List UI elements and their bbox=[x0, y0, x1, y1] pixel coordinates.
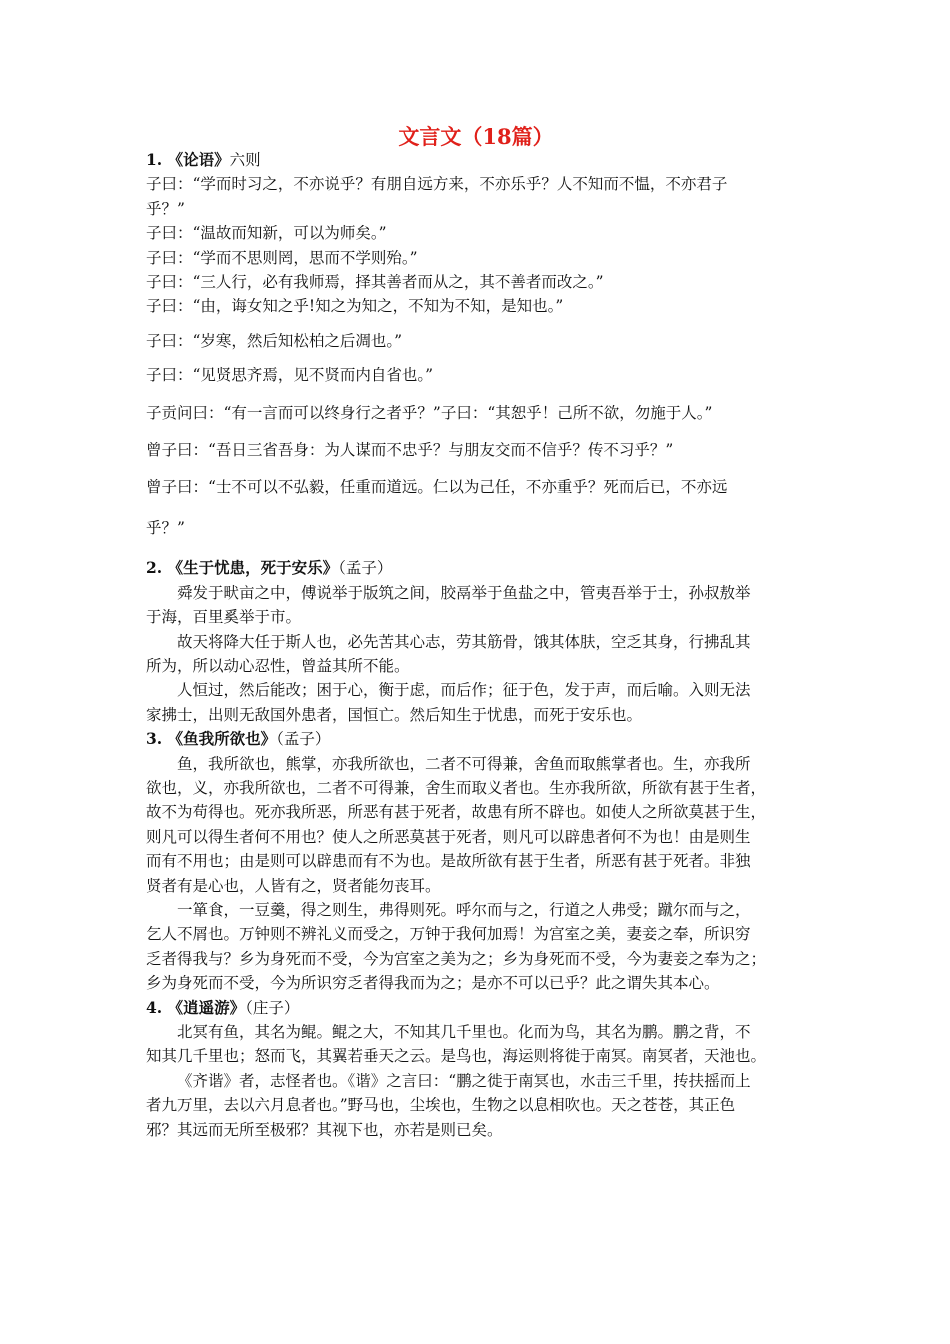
section-heading-yuwosuoyu: 3. 《鱼我所欲也》（孟子） bbox=[146, 729, 331, 749]
section-heading-shengyuyouhuan: 2. 《生于忧患，死于安乐》（孟子） bbox=[146, 558, 393, 578]
text-line: 人恒过，然后能改；困于心，衡于虑，而后作；征于色，发于声，而后喻。入则无法 bbox=[177, 681, 751, 700]
text-line: 则凡可以得生者何不用也？使人之所恶莫甚于死者，则凡可以辟患者何不为也！由是则生 bbox=[146, 827, 751, 846]
text-line: 曾子曰：“吾日三省吾身：为人谋而不忠乎？与朋友交而不信乎？传不习乎？” bbox=[146, 441, 674, 460]
text-line: 乏者得我与？乡为身死而不受，今为宫室之美为之；乡为身死而不受，今为妻妾之奉为之； bbox=[146, 949, 767, 968]
text-line: 子曰：“学而不思则罔，思而不学则殆。” bbox=[146, 248, 418, 267]
text-line: 子曰：“三人行，必有我师焉，择其善者而从之，其不善者而改之。” bbox=[146, 273, 604, 292]
text-line: 乎？” bbox=[146, 518, 185, 537]
section-heading-xiaoyaoyou: 4. 《逍遥游》（庄子） bbox=[146, 997, 300, 1017]
document-body bbox=[146, 148, 806, 1142]
text-line: 者九万里，去以六月息者也。”野马也，尘埃也，生物之以息相吹也。天之苍苍，其正色 bbox=[146, 1096, 736, 1115]
text-line: 知其几千里也；怒而飞，其翼若垂天之云。是鸟也，海运则将徙于南冥。南冥者，天池也。 bbox=[146, 1047, 767, 1066]
text-line: 所为，所以动心忍性，曾益其所不能。 bbox=[146, 656, 410, 675]
text-line: 贤者有是心也，人皆有之，贤者能勿丧耳。 bbox=[146, 876, 441, 895]
text-line: 子曰：“由，诲女知之乎!知之为知之，不知为不知，是知也。” bbox=[146, 297, 564, 316]
text-line: 子曰：“岁寒，然后知松柏之后凋也。” bbox=[146, 331, 403, 350]
text-line: 而有不用也；由是则可以辟患而有不为也。是故所欲有甚于生者，所恶有甚于死者。非独 bbox=[146, 852, 751, 871]
text-line: 北冥有鱼，其名为鲲。鲲之大，不知其几千里也。化而为鸟，其名为鹏。鹏之背，不 bbox=[177, 1023, 751, 1041]
text-line: 家拂士，出则无敌国外患者，国恒亡。然后知生于忧患，而死于安乐也。 bbox=[146, 705, 643, 724]
text-line: 于海，百里奚举于市。 bbox=[146, 608, 302, 627]
text-line: 子贡问曰：“有一言而可以终身行之者乎？”子曰：“其恕乎！己所不欲，勿施于人。” bbox=[146, 403, 713, 422]
text-line: 舜发于畎亩之中，傅说举于版筑之间，胶鬲举于鱼盐之中，管夷吾举于士，孙叔敖举 bbox=[177, 583, 751, 602]
text-line: 一箪食，一豆羹，得之则生，弗得则死。呼尔而与之，行道之人弗受；蹴尔而与之， bbox=[177, 900, 751, 919]
text-line: 鱼，我所欲也，熊掌，亦我所欲也，二者不可得兼，舍鱼而取熊掌者也。生，亦我所 bbox=[177, 754, 751, 773]
text-line: 乞人不屑也。万钟则不辨礼义而受之，万钟于我何加焉！为宫室之美，妻妾之奉，所识穷 bbox=[146, 925, 751, 944]
text-line: 子曰：“学而时习之，不亦说乎？有朋自远方来，不亦乐乎？人不知而不愠，不亦君子 bbox=[146, 175, 728, 194]
section-heading-lunyu: 1. 《论语》六则 bbox=[146, 150, 261, 169]
text-line: 曾子曰：“士不可以不弘毅，任重而道远。仁以为己任，不亦重乎？死而后已，不亦远 bbox=[146, 478, 728, 497]
text-line: 子曰：“温故而知新，可以为师矣。” bbox=[146, 224, 387, 243]
text-line: 乡为身死而不受，今为所识穷乏者得我而为之；是亦不可以已乎？此之谓失其本心。 bbox=[146, 974, 720, 993]
text-line: 故不为苟得也。死亦我所恶，所恶有甚于死者，故患有所不辟也。如使人之所欲莫甚于生， bbox=[146, 803, 767, 822]
text-line: 乎？” bbox=[146, 199, 185, 218]
text-line: 《齐谐》者，志怪者也。《谐》之言曰：“鹏之徙于南冥也，水击三千里，抟扶摇而上 bbox=[177, 1071, 751, 1090]
document-title: 文言文（18篇） bbox=[398, 124, 554, 149]
text-line: 欲也，义，亦我所欲也，二者不可得兼，舍生而取义者也。生亦我所欲，所欲有甚于生者， bbox=[146, 778, 767, 797]
text-line: 子曰：“见贤思齐焉，见不贤而内自省也。” bbox=[146, 366, 434, 385]
text-line: 故天将降大任于斯人也，必先苦其心志，劳其筋骨，饿其体肤，空乏其身，行拂乱其 bbox=[177, 632, 751, 651]
text-line: 邪？其远而无所至极邪？其视下也，亦若是则已矣。 bbox=[146, 1120, 503, 1139]
